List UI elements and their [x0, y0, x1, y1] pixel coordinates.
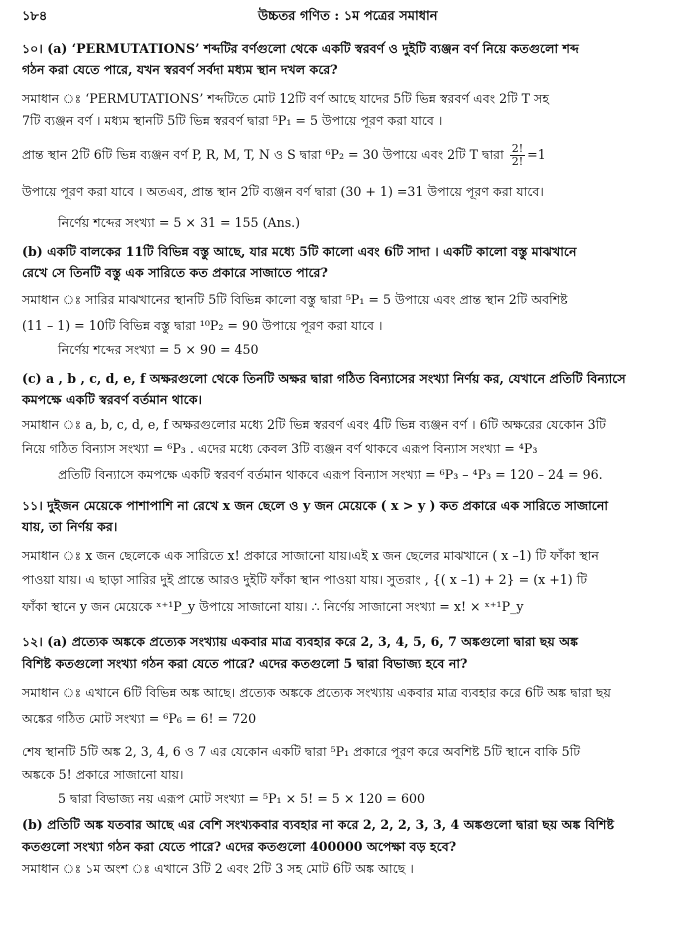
q10b-question-line1: (b) একটি বালকের 11টি বিভিন্ন বস্তু আছে, যার মধ্যে 5টি কালো এবং 6টি সাদা । একটি কালো বস্তু মাঝখানে: [22, 244, 577, 259]
q10a-solution-line4: উপায়ে পূরণ করা যাবে । অতএব, প্রান্ত স্থান 2টি ব্যঞ্জন বর্ণ দ্বারা (30 + 1) =31 উপায়ে পূরণ করা যাবে।: [22, 184, 544, 199]
q10a-solution-line1: সমাধান ঃ ‘PERMUTATIONS’ শব্দটিতে মোট 12টি বর্ণ আছে যাদের 5টি ভিন্ন স্বরবর্ণ এবং 2টি T সহ: [22, 91, 549, 106]
q10b-solution-line1: সমাধান ঃ সারির মাঝখানের স্থানটি 5টি বিভিন্ন কালো বস্তু দ্বারা ⁵P₁ = 5 উপায়ে এবং প্রান্ত স্থান 2টি অবশিষ্ট: [22, 292, 568, 307]
q12b-solution-line1: সমাধান ঃ ১ম অংশ ঃ এখানে 3টি 2 এবং 2টি 3 সহ মোট 6টি অঙ্ক আছে ।: [22, 861, 414, 876]
q10a-solution-line3-text: প্রান্ত স্থান 2টি 6টি ভিন্ন ব্যঞ্জন বর্ণ P, R, M, T, N ও S দ্বারা ⁶P₂ = 30 উপায়ে এবং 2টি T দ্বারা: [22, 147, 504, 162]
q10c-answer: প্রতিটি বিন্যাসে কমপক্ষে একটি স্বরবর্ণ বর্তমান থাকবে এরূপ বিন্যাস সংখ্যা = ⁶P₃ – ⁴P₃ = 120 – 24 = 96.: [58, 467, 603, 482]
q10c-solution-line1: সমাধান ঃ a, b, c, d, e, f অক্ষরগুলোর মধ্যে 2টি ভিন্ন স্বরবর্ণ এবং 4টি ভিন্ন ব্যঞ্জন বর্ণ । 6টি অক্ষরের যেকোন 3টি: [22, 417, 607, 432]
q10c-solution-line2: নিয়ে গঠিত বিন্যাস সংখ্যা = ⁶P₃ . এদের মধ্যে কেবল 3টি ব্যঞ্জন বর্ণ থাকবে এরূপ বিন্যাস সংখ্যা = ⁴P₃: [22, 441, 538, 456]
q10a-question-line1: ১০। (a) ‘PERMUTATIONS’ শব্দটির বর্ণগুলো থেকে একটি স্বরবর্ণ ও দুইটি ব্যঞ্জন বর্ণ নিয়ে কতগুলো শব্দ: [22, 41, 579, 56]
q10b-question-line2: রেখে সে তিনটি বস্তু এক সারিতে কত প্রকারে সাজাতে পারে?: [22, 265, 328, 280]
q10b-solution-line2: (11 – 1) = 10টি বিভিন্ন বস্তু দ্বারা ¹⁰P₂ = 90 উপায়ে পূরণ করা যাবে ।: [22, 318, 383, 333]
q10c-question-line2: কমপক্ষে একটি স্বরবর্ণ বর্তমান থাকে।: [22, 392, 203, 407]
q12a-solution-line4: অঙ্ককে 5! প্রকারে সাজানো যায়।: [22, 767, 184, 782]
q12a-question-line2: বিশিষ্ট কতগুলো সংখ্যা গঠন করা যেতে পারে? এদের কতগুলো 5 দ্বারা বিভাজ্য হবে না?: [22, 656, 468, 671]
q10a-solution-line3: [22, 143, 546, 168]
q10a-solution-line2: 7টি ব্যঞ্জন বর্ণ । মধ্যম স্থানটি 5টি ভিন্ন স্বরবর্ণ দ্বারা ⁵P₁ = 5 উপায়ে পূরণ করা যাবে ।: [22, 113, 443, 128]
q10a-question-line2: গঠন করা যেতে পারে, যখন স্বরবর্ণ সর্বদা মধ্যম স্থান দখল করে?: [22, 62, 338, 77]
page-number: ১৮৪: [22, 9, 48, 24]
q12a-solution-line1: সমাধান ঃ এখানে 6টি বিভিন্ন অঙ্ক আছে। প্রত্যেক অঙ্ককে প্রত্যেক সংখ্যায় একবার মাত্র ব্যবহার করে 6টি অঙ্ক দ্বারা ছয়: [22, 685, 611, 700]
fraction-numerator: 2!: [511, 142, 524, 155]
q10a-answer: নির্ণেয় শব্দের সংখ্যা = 5 × 31 = 155 (Ans.): [58, 215, 301, 230]
q11-question-line1: ১১। দুইজন মেয়েকে পাশাপাশি না রেখে x জন ছেলে ও y জন মেয়েকে ( x > y ) কত প্রকারে এক সারিতে সাজানো: [22, 498, 609, 513]
fraction: [510, 143, 525, 168]
q12b-question-line2: কতগুলো সংখ্যা গঠন করা যেতে পারে? এদের কতগুলো 400000 অপেক্ষা বড় হবে?: [22, 839, 457, 854]
q12b-question-line1: (b) প্রতিটি অঙ্ক যতবার আছে এর বেশি সংখ্যকবার ব্যবহার না করে 2, 2, 2, 3, 3, 4 অঙ্কগুলো দ্বারা ছয় অঙ্ক বিশিষ্ট: [22, 817, 615, 832]
q10b-answer: নির্ণেয় শব্দের সংখ্যা = 5 × 90 = 450: [58, 342, 259, 357]
q12a-answer: 5 দ্বারা বিভাজ্য নয় এরূপ মোট সংখ্যা = ⁵P₁ × 5! = 5 × 120 = 600: [58, 791, 426, 806]
fraction-denominator: 2!: [511, 155, 524, 168]
page-header-title: উচ্চতর গণিত : ১ম পত্রের সমাধান: [258, 9, 438, 24]
q11-solution-line2: পাওয়া যায়। এ ছাড়া সারির দুই প্রান্তে আরও দুইটি ফাঁকা স্থান পাওয়া যায়। সুতরাং , {( x –1) + 2} = (x +1) টি: [22, 572, 588, 587]
q11-question-line2: যায়, তা নির্ণয় কর।: [22, 519, 118, 534]
q12a-question-line1: ১২। (a) প্রত্যেক অঙ্ককে প্রত্যেক সংখ্যায় একবার মাত্র ব্যবহার করে 2, 3, 4, 5, 6, 7 অঙ্কগুলো দ্বারা ছয় অঙ্ক: [22, 634, 579, 649]
q12a-solution-line2: অঙ্কের গঠিত মোট সংখ্যা = ⁶P₆ = 6! = 720: [22, 711, 257, 726]
q10a-solution-line3-tail: =1: [527, 147, 546, 162]
q12a-solution-line3: শেষ স্থানটি 5টি অঙ্ক 2, 3, 4, 6 ও 7 এর যেকোন একটি দ্বারা ⁵P₁ প্রকারে পূরণ করে অবশিষ্ট 5টি স্থানে বাকি 5টি: [22, 744, 581, 759]
q10c-question-line1: (c) a , b , c, d, e, f অক্ষরগুলো থেকে তিনটি অক্ষর দ্বারা গঠিত বিন্যাসের সংখ্যা নির্ণয় কর, যেখানে প্রতিটি বিন্যাসে: [22, 371, 626, 386]
q11-solution-line1: সমাধান ঃ x জন ছেলেকে এক সারিতে x! প্রকারে সাজানো যায়।এই x জন ছেলের মাঝখানে ( x –1) টি ফাঁকা স্থান: [22, 548, 599, 563]
q11-solution-line3: ফাঁকা স্থানে y জন মেয়েকে ˣ⁺¹P_y উপায়ে সাজানো যায়। ∴ নির্ণেয় সাজানো সংখ্যা = x! × ˣ⁺¹P_y: [22, 599, 524, 614]
